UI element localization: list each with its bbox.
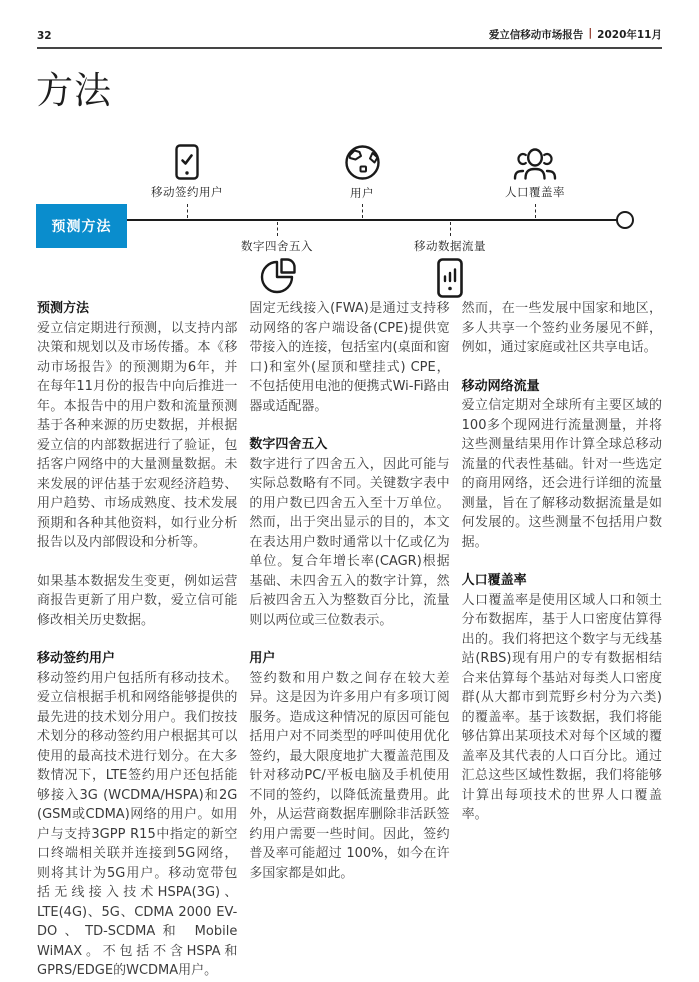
diagram-label-population-coverage: 人口覆盖率 [505,185,565,199]
tick-mark [535,204,536,218]
diagram-item-subscribers [292,144,432,201]
body-paragraph: 然而，在一些发展中国家和地区，多人共享一个签约业务屡见不鲜，例如，通过家庭或社区共享电话。 [461,301,662,355]
globe-icon [344,144,381,181]
section-heading: 移动网络流量 [461,378,540,394]
diagram-item-mobile-data-traffic [380,238,520,302]
diagram-item-mobile-subscriptions [117,144,257,200]
section-heading: 人口覆盖率 [461,573,527,588]
body-paragraph: 爱立信定期进行预测，以支持内部决策和规划以及市场传播。本《移动市场报告》的预测期为6年，并在每年11月份的报告中向后推进一年。本报告中的用户数和流量预测基于各种来源的历史数据，并根据爱立信的内部数据进行了验证，包括客户网络中的大量测量数据。未来发展的评估基于宏观经济趋势、用户趋势、市场成熟度、技术发展预期和各种其他资料，如行业分析报告以及内部假设和分析等。 [37,320,238,550]
page-title: 方法 [36,69,112,112]
body-paragraph: 人口覆盖率是使用区域人口和领土分布数据库，基于人口密度估算得出的。我们将把这个数字与无线基站(RBS)现有用户的专有数据相结合来估算每个基站对每类人口密度群(从大都市到荒野乡村分为六类)的覆盖率。基于该数据，我们将能够估算出某项技术对每个区域的覆盖率及其代表的人口百分比。通过汇总这些区域性数据，我们将能够计算出每项技术的世界人口覆盖率。 [461,592,662,822]
methodology-timeline-diagram [0,140,699,300]
column-1 [37,299,237,981]
body-columns [37,299,662,981]
phone-check-icon [175,144,199,180]
body-paragraph: 移动签约用户包括所有移动技术。爱立信根据手机和网络能够提供的最先进的技术划分用户。我们按技术划分的移动签约用户根据其可以使用的最高技术进行划分。在大多数情况下，LTE签约用户还包括能够接入3G (WCDMA/HSPA)和2G (GSM或CDMA)网络的用户。如用户与支持3GPP R15中指定的新空口终端相关联并连接到5G网络，则将其计为5G用户。移动宽带包括无线接入技术HSPA(3G)、LTE(4G)、5G、CDMA 2000 EV-DO、TD-SCDMA和 Mobile WiMAX。不包括不含HSPA和GPRS/EDGE的WCDMA用户。 [37,670,238,978]
forecast-method-badge [36,204,127,248]
people-icon [513,148,557,180]
header-divider [37,47,662,49]
column-2 [249,299,449,981]
forecast-method-label: 预测方法 [51,219,112,235]
header-separator: | [588,27,593,39]
tick-mark [362,204,363,218]
diagram-label-subscribers: 用户 [350,186,374,200]
page-header [37,27,662,42]
body-paragraph: 固定无线接入(FWA)是通过支持移动网络的客户端设备(CPE)提供宽带接入的连接，包括室内(桌面和窗口)和室外(屋顶和壁挂式) CPE，不包括使用电池的便携式Wi-Fi路由器或适配器。 [249,301,450,414]
diagram-label-mobile-subscriptions: 移动签约用户 [151,185,223,199]
column-3 [462,299,662,981]
diagram-label-rounding: 数字四舍五入 [241,239,313,253]
body-paragraph: 爱立信定期对全球所有主要区域的100多个现网进行流量测量，并将这些测量结果用作计算全球总移动流量的代表性基础。针对一些选定的商用网络，还会进行详细的流量测量，旨在了解移动数据流量是如何发展的。这些测量不包括用户数据。 [461,398,662,550]
phone-bars-icon [437,258,463,298]
timeline-line [127,219,617,221]
timeline-end-circle [616,211,634,229]
body-paragraph: 签约数和用户数之间存在较大差异。这是因为许多用户有多项订阅服务。造成这种情况的原因可能包括用户对不同类型的呼叫使用优化签约，最大限度地扩大覆盖范围及针对移动PC/平板电脑及手机使用不同的签约，以降低流量费用。此外，从运营商数据库删除非活跃签约用户需要一些时间。因此，签约普及率可能超过 100%，如今在许多国家都是如此。 [249,670,450,881]
diagram-item-population-coverage [465,148,605,200]
section-heading: 预测方法 [37,301,90,316]
section-heading: 用户 [249,651,276,666]
body-paragraph: 如果基本数据发生变更，例如运营商报告更新了用户数，爱立信可能修改相关历史数据。 [37,573,238,628]
report-title: 爱立信移动市场报告 [488,29,584,41]
body-paragraph: 数字进行了四舍五入，因此可能与实际总数略有不同。关键数字表中的用户数已四舍五入至十万单位。然而，出于突出显示的目的，本文在表达用户数时通常以十亿或亿为单位。复合年增长率(CAGR)根据基础、未四舍五入的数字计算，然后被四舍五入为整数百分比，流量则以两位或三位数表示。 [249,456,450,628]
tick-mark [450,222,451,236]
pie-chart-icon [258,258,296,296]
tick-mark [187,204,188,218]
header-report-title [489,27,662,42]
page-number: 32 [37,30,52,42]
tick-mark [277,222,278,236]
diagram-label-mobile-data-traffic: 移动数据流量 [414,239,486,253]
diagram-item-rounding [207,238,347,300]
section-heading: 数字四舍五入 [249,437,328,452]
report-date: 2020年11月 [597,29,662,41]
section-heading: 移动签约用户 [37,651,116,666]
